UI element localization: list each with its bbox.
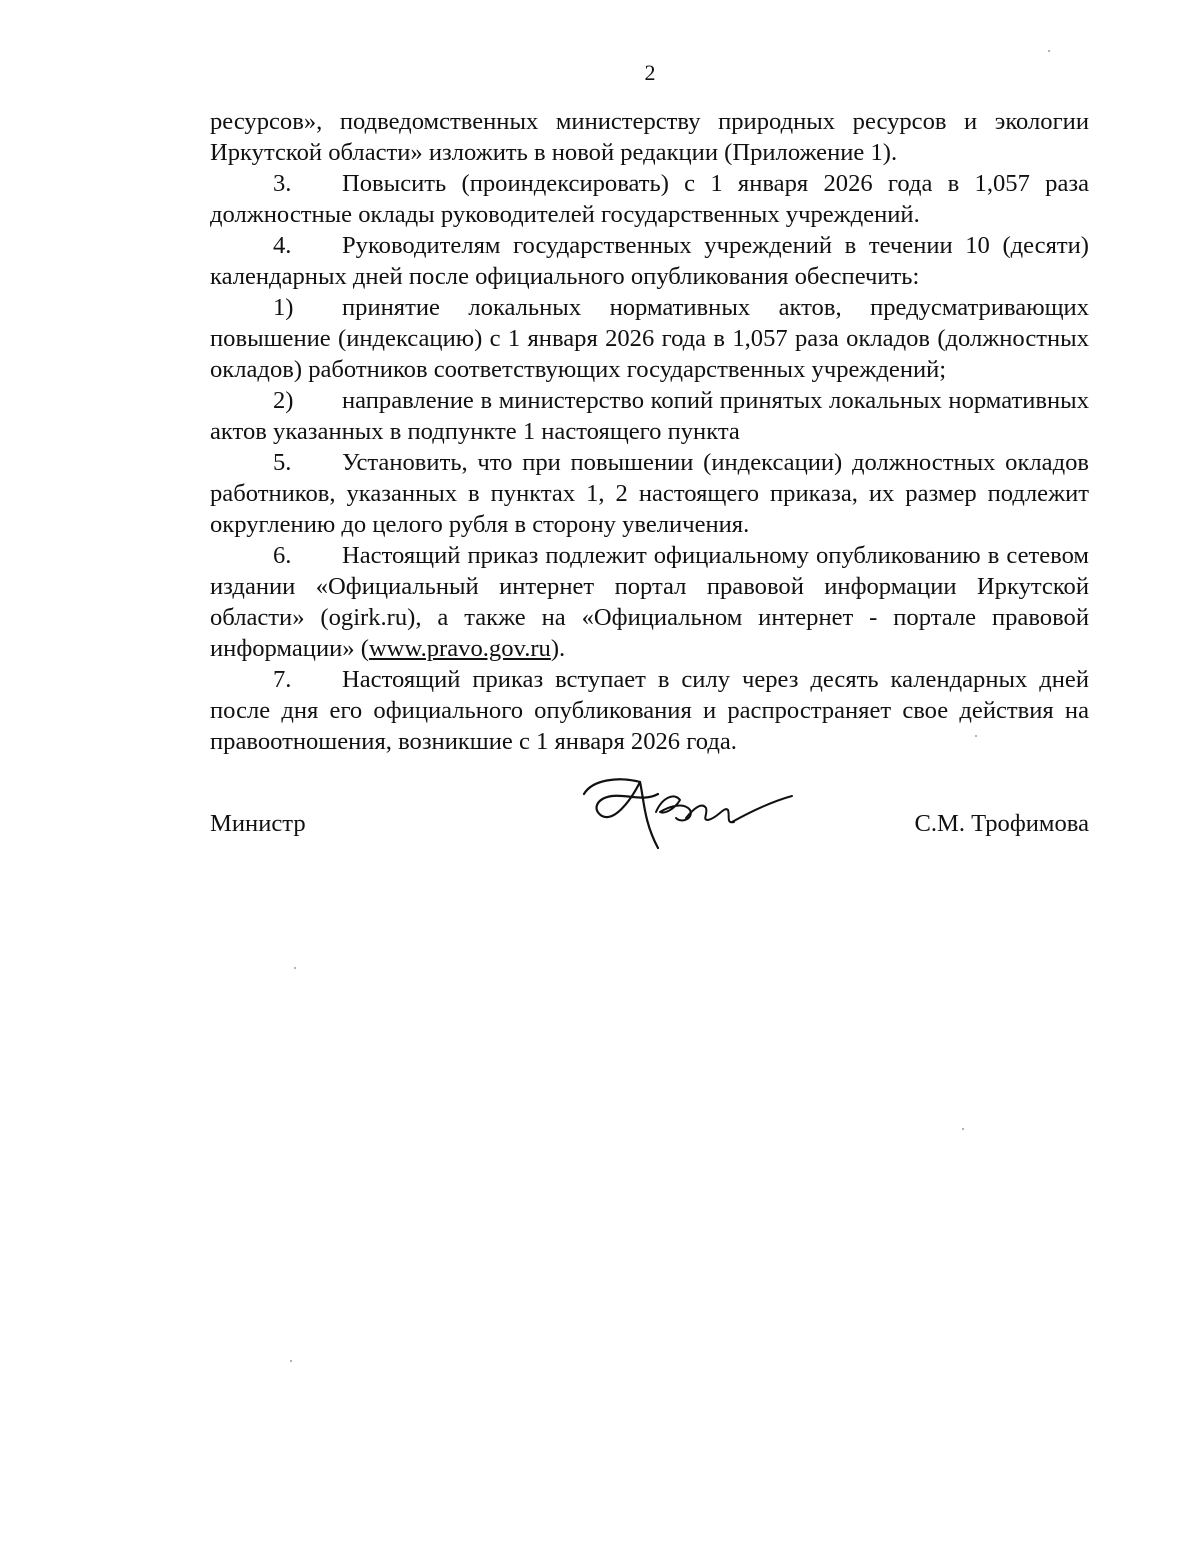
- paragraph-item-4: [210, 230, 1089, 292]
- item-number: 4.: [273, 232, 292, 259]
- paragraph-item-5: [210, 447, 1089, 540]
- item-number: 1): [273, 294, 294, 321]
- paragraph-text: принятие локальных нормативных актов, предусматривающих повышение (индексацию) с 1 января 2026 года в 1,057 раза окладов (должностных окладов) работников соответствующих государственных учреждений;: [210, 294, 1089, 383]
- paragraph-continuation: [210, 106, 1089, 168]
- item-number: 6.: [273, 542, 292, 569]
- signature-block: [210, 808, 1089, 848]
- item-number: 3.: [273, 170, 292, 197]
- scan-speck: [975, 735, 977, 737]
- paragraph-item-7: [210, 664, 1089, 757]
- paragraph-item-6: [210, 540, 1089, 664]
- scan-speck: [294, 967, 296, 969]
- scan-speck: [1048, 50, 1050, 52]
- paragraph-text: Настоящий приказ вступает в силу через десять календарных дней после дня его официального опубликования и распространяет свое действия на правоотношения, возникшие с 1 января 2026 года.: [210, 666, 1089, 755]
- pravo-link[interactable]: www.pravo.gov.ru: [368, 635, 551, 662]
- item-number: 2): [273, 387, 294, 414]
- paragraph-text: Руководителям государственных учреждений в течении 10 (десяти) календарных дней после официального опубликования обеспечить:: [210, 232, 1089, 290]
- document-body: [210, 106, 1089, 757]
- item-number: 7.: [273, 666, 292, 693]
- paragraph-text: Установить, что при повышении (индексации) должностных окладов работников, указанных в пунктах 1, 2 настоящего приказа, их размер подлежит округлению до целого рубля в сторону увеличения.: [210, 449, 1089, 538]
- paragraph-text: направление в министерство копий принятых локальных нормативных актов указанных в подпункте 1 настоящего пункта: [210, 387, 1089, 445]
- signatory-name: С.М. Трофимова: [914, 810, 1089, 837]
- paragraph-subitem-2: [210, 385, 1089, 447]
- paragraph-text-end: ).: [550, 635, 566, 662]
- signatory-title: Министр: [210, 810, 306, 837]
- paragraph-text: ресурсов», подведомственных министерству природных ресурсов и экологии Иркутской области» изложить в новой редакции (Приложение 1).: [210, 108, 1089, 166]
- paragraph-text: Повысить (проиндексировать) с 1 января 2026 года в 1,057 раза должностные оклады руководителей государственных учреждений.: [210, 170, 1089, 228]
- scan-speck: [962, 1128, 964, 1130]
- scan-speck: [290, 1360, 292, 1362]
- item-number: 5.: [273, 449, 292, 476]
- paragraph-item-3: [210, 168, 1089, 230]
- paragraph-text: Настоящий приказ подлежит официальному опубликованию в сетевом издании «Официальный интернет портал правовой информации Иркутской области» (ogirk.ru), а также на «Официальном интернет - портале правовой информации» (: [210, 542, 1089, 662]
- page-number: 2: [644, 60, 656, 85]
- paragraph-subitem-1: [210, 292, 1089, 385]
